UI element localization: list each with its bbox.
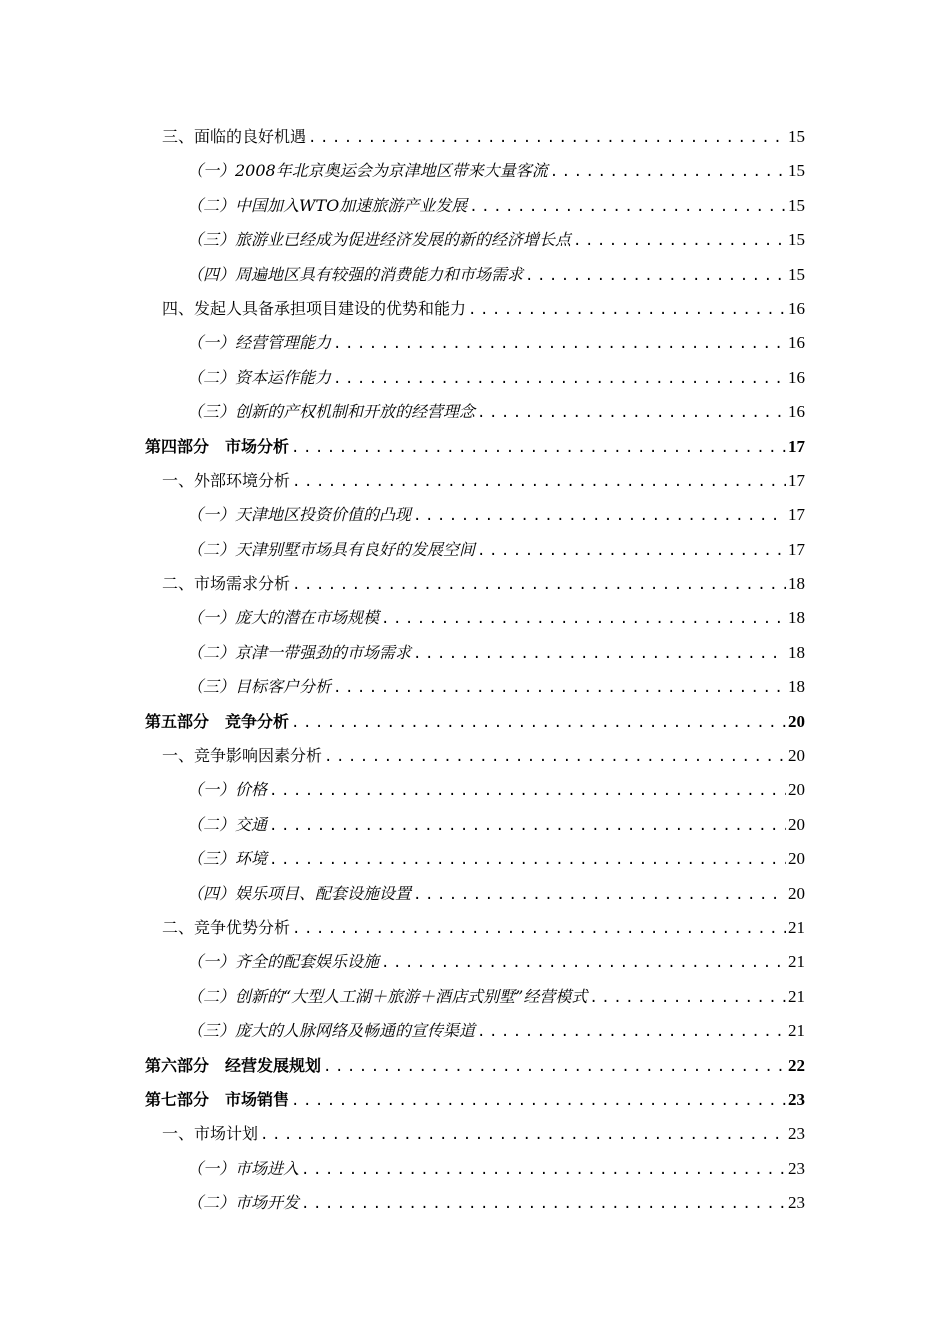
toc-dot-leader — [550, 162, 786, 182]
toc-entry-title: 一、竞争影响因素分析 — [162, 746, 323, 766]
toc-entry-line — [187, 333, 805, 353]
toc-page-number: 15 — [788, 161, 805, 181]
toc-entry-title: （二）中国加入WTO加速旅游产业发展 — [187, 195, 468, 215]
toc-page-number: 22 — [788, 1055, 805, 1075]
toc-page-number: 16 — [788, 402, 805, 422]
toc-entry-line — [187, 402, 805, 422]
toc-page-number: 23 — [788, 1193, 805, 1213]
toc-entry-title: （一）市场进入 — [187, 1158, 300, 1178]
toc-entry[interactable] — [0, 945, 950, 979]
toc-entry-line — [187, 815, 805, 835]
toc-entry-title: （二）天津别墅市场具有良好的发展空间 — [187, 539, 476, 559]
toc-entry-line — [187, 643, 805, 663]
toc-dot-leader — [525, 266, 786, 286]
toc-dot-leader — [381, 953, 786, 973]
toc-entry-title: （一）庞大的潜在市场规模 — [187, 608, 380, 628]
toc-page-number: 15 — [788, 127, 805, 146]
toc-entry[interactable] — [0, 292, 950, 326]
toc-entry-title: 四、发起人具备承担项目建设的优势和能力 — [162, 298, 467, 318]
toc-entry-title: （三）环境 — [187, 849, 268, 869]
toc-page-number: 16 — [788, 298, 805, 318]
toc-page-number: 18 — [788, 642, 805, 662]
toc-dot-leader — [413, 885, 786, 905]
toc-page-number: 23 — [788, 1089, 805, 1109]
toc-page-number: 15 — [788, 264, 805, 284]
toc-page-number: 15 — [788, 230, 805, 250]
toc-entry[interactable] — [0, 773, 950, 807]
toc-dot-leader — [468, 300, 786, 320]
toc-dot-leader — [324, 747, 786, 767]
toc-entry[interactable] — [0, 120, 950, 154]
toc-dot-leader — [269, 816, 786, 836]
toc-page-number: 20 — [788, 849, 805, 869]
toc-entry[interactable] — [0, 911, 950, 945]
toc-entry-title: （二）市场开发 — [187, 1193, 300, 1213]
toc-entry-line — [162, 471, 805, 491]
toc-entry-title: （一）齐全的配套娱乐设施 — [187, 952, 380, 972]
toc-entry-title: 第四部分 市场分析 — [145, 436, 290, 456]
toc-entry-line — [187, 884, 805, 904]
toc-entry[interactable] — [0, 1152, 950, 1186]
toc-entry-title: （四）周遍地区具有较强的消费能力和市场需求 — [187, 264, 524, 284]
toc-entry-title: 一、市场计划 — [162, 1124, 259, 1144]
toc-dot-leader — [291, 438, 786, 458]
toc-dot-leader — [292, 575, 786, 595]
toc-entry-title: （一）2008年北京奥运会为京津地区带来大量客流 — [187, 161, 548, 181]
toc-page-number: 23 — [788, 1158, 805, 1178]
toc-page-number: 16 — [788, 367, 805, 387]
toc-dot-leader — [269, 781, 786, 801]
toc-dot-leader — [333, 369, 786, 389]
toc-entry-line — [187, 1193, 805, 1213]
toc-entry-title: （三）旅游业已经成为促进经济发展的新的经济增长点 — [187, 230, 572, 250]
toc-entry-line — [145, 1090, 805, 1110]
toc-entry-line — [187, 161, 805, 181]
toc-entry-line — [145, 712, 805, 732]
toc-entry-line — [145, 437, 805, 457]
toc-entry[interactable] — [0, 636, 950, 670]
toc-page-number: 17 — [788, 470, 805, 490]
toc-entry-title: （一）经营管理能力 — [187, 333, 332, 353]
toc-entry-title: 三、面临的良好机遇 — [162, 127, 307, 146]
toc-entry[interactable] — [0, 326, 950, 360]
toc-entry[interactable] — [0, 498, 950, 532]
toc-dot-leader — [477, 403, 786, 423]
toc-dot-leader — [291, 1091, 786, 1111]
toc-page-number: 18 — [788, 608, 805, 628]
toc-page-number: 17 — [788, 539, 805, 559]
toc-entry-line — [145, 1056, 805, 1076]
toc-entry[interactable] — [0, 842, 950, 876]
toc-entry-line — [187, 677, 805, 697]
toc-entry-line — [187, 230, 805, 250]
toc-dot-leader — [301, 1160, 786, 1180]
toc-dot-leader — [323, 1057, 786, 1077]
toc-entry[interactable] — [0, 1117, 950, 1151]
toc-dot-leader — [589, 988, 786, 1008]
toc-entry-title: 二、竞争优势分析 — [162, 917, 291, 937]
toc-entry[interactable] — [0, 223, 950, 257]
toc-entry[interactable] — [0, 533, 950, 567]
toc-page-number: 16 — [788, 333, 805, 353]
toc-dot-leader — [469, 197, 786, 217]
toc-entry[interactable] — [0, 154, 950, 188]
toc-entry-line — [162, 1124, 805, 1144]
toc-entry[interactable] — [0, 1083, 950, 1117]
toc-entry[interactable] — [0, 567, 950, 601]
toc-entry[interactable] — [0, 430, 950, 464]
toc-entry-title: （一）天津地区投资价值的凸现 — [187, 505, 412, 525]
toc-entry-line — [187, 987, 805, 1007]
toc-page-number: 23 — [788, 1124, 805, 1144]
toc-entry-line — [162, 127, 805, 147]
toc-entry-line — [162, 746, 805, 766]
toc-dot-leader — [269, 850, 786, 870]
toc-entry-line — [187, 1159, 805, 1179]
toc-entry-title: （二）京津一带强劲的市场需求 — [187, 642, 412, 662]
table-of-contents — [0, 120, 950, 1221]
toc-entry-line — [187, 952, 805, 972]
toc-entry-line — [162, 918, 805, 938]
toc-entry-line — [187, 540, 805, 560]
toc-page-number: 21 — [788, 986, 805, 1006]
toc-entry-line — [187, 505, 805, 525]
toc-entry[interactable] — [0, 258, 950, 292]
toc-page-number: 20 — [788, 780, 805, 800]
toc-entry-line — [187, 196, 805, 216]
toc-entry[interactable] — [0, 980, 950, 1014]
toc-entry[interactable] — [0, 189, 950, 223]
toc-entry[interactable] — [0, 670, 950, 704]
toc-entry-title: （四）娱乐项目、配套设施设置 — [187, 883, 412, 903]
toc-page-number: 21 — [788, 952, 805, 972]
toc-page-number: 15 — [788, 195, 805, 215]
toc-dot-leader — [333, 334, 786, 354]
toc-dot-leader — [292, 919, 786, 939]
toc-dot-leader — [292, 472, 786, 492]
toc-page-number: 18 — [788, 574, 805, 594]
toc-dot-leader — [413, 506, 786, 526]
toc-entry[interactable] — [0, 395, 950, 429]
toc-entry-line — [187, 1021, 805, 1041]
toc-entry[interactable] — [0, 808, 950, 842]
toc-entry-title: 第五部分 竞争分析 — [145, 711, 290, 731]
toc-entry-line — [187, 608, 805, 628]
toc-page-number: 20 — [788, 746, 805, 766]
toc-entry-line — [162, 574, 805, 594]
toc-dot-leader — [573, 231, 786, 251]
toc-entry[interactable] — [0, 464, 950, 498]
toc-page-number: 20 — [788, 883, 805, 903]
toc-dot-leader — [291, 713, 786, 733]
toc-entry-title: 二、市场需求分析 — [162, 574, 291, 594]
toc-dot-leader — [477, 541, 786, 561]
toc-dot-leader — [413, 644, 786, 664]
toc-page-number: 21 — [788, 1021, 805, 1041]
toc-dot-leader — [260, 1125, 786, 1145]
toc-entry[interactable] — [0, 877, 950, 911]
toc-dot-leader — [381, 609, 786, 629]
toc-entry-title: 一、外部环境分析 — [162, 470, 291, 490]
toc-dot-leader — [308, 128, 786, 148]
toc-page-number: 20 — [788, 711, 805, 731]
toc-entry[interactable] — [0, 705, 950, 739]
toc-dot-leader — [301, 1194, 786, 1214]
toc-page-number: 18 — [788, 677, 805, 697]
toc-entry-title: （二）交通 — [187, 814, 268, 834]
toc-page-number: 20 — [788, 814, 805, 834]
toc-entry[interactable] — [0, 1049, 950, 1083]
toc-entry-title: （三）目标客户分析 — [187, 677, 332, 697]
toc-page-number: 21 — [788, 917, 805, 937]
toc-dot-leader — [333, 678, 786, 698]
toc-entry-title: （三）创新的产权机制和开放的经营理念 — [187, 402, 476, 422]
toc-entry-title: 第七部分 市场销售 — [145, 1089, 290, 1109]
toc-entry-title: （二）创新的“大型人工湖＋旅游＋酒店式别墅”经营模式 — [187, 986, 588, 1006]
toc-entry-title: 第六部分 经营发展规划 — [145, 1055, 322, 1075]
toc-entry[interactable] — [0, 361, 950, 395]
toc-entry-line — [187, 849, 805, 869]
toc-entry-line — [187, 368, 805, 388]
toc-entry-line — [162, 299, 805, 319]
toc-entry[interactable] — [0, 1014, 950, 1048]
toc-page-number: 17 — [788, 436, 805, 456]
toc-entry-title: （一）价格 — [187, 780, 268, 800]
toc-entry-title: （二）资本运作能力 — [187, 367, 332, 387]
toc-entry[interactable] — [0, 1186, 950, 1220]
toc-entry-title: （三）庞大的人脉网络及畅通的宣传渠道 — [187, 1021, 476, 1041]
toc-dot-leader — [477, 1022, 786, 1042]
toc-entry-line — [187, 265, 805, 285]
toc-entry-line — [187, 780, 805, 800]
toc-entry[interactable] — [0, 739, 950, 773]
toc-page-number: 17 — [788, 505, 805, 525]
toc-entry[interactable] — [0, 601, 950, 635]
